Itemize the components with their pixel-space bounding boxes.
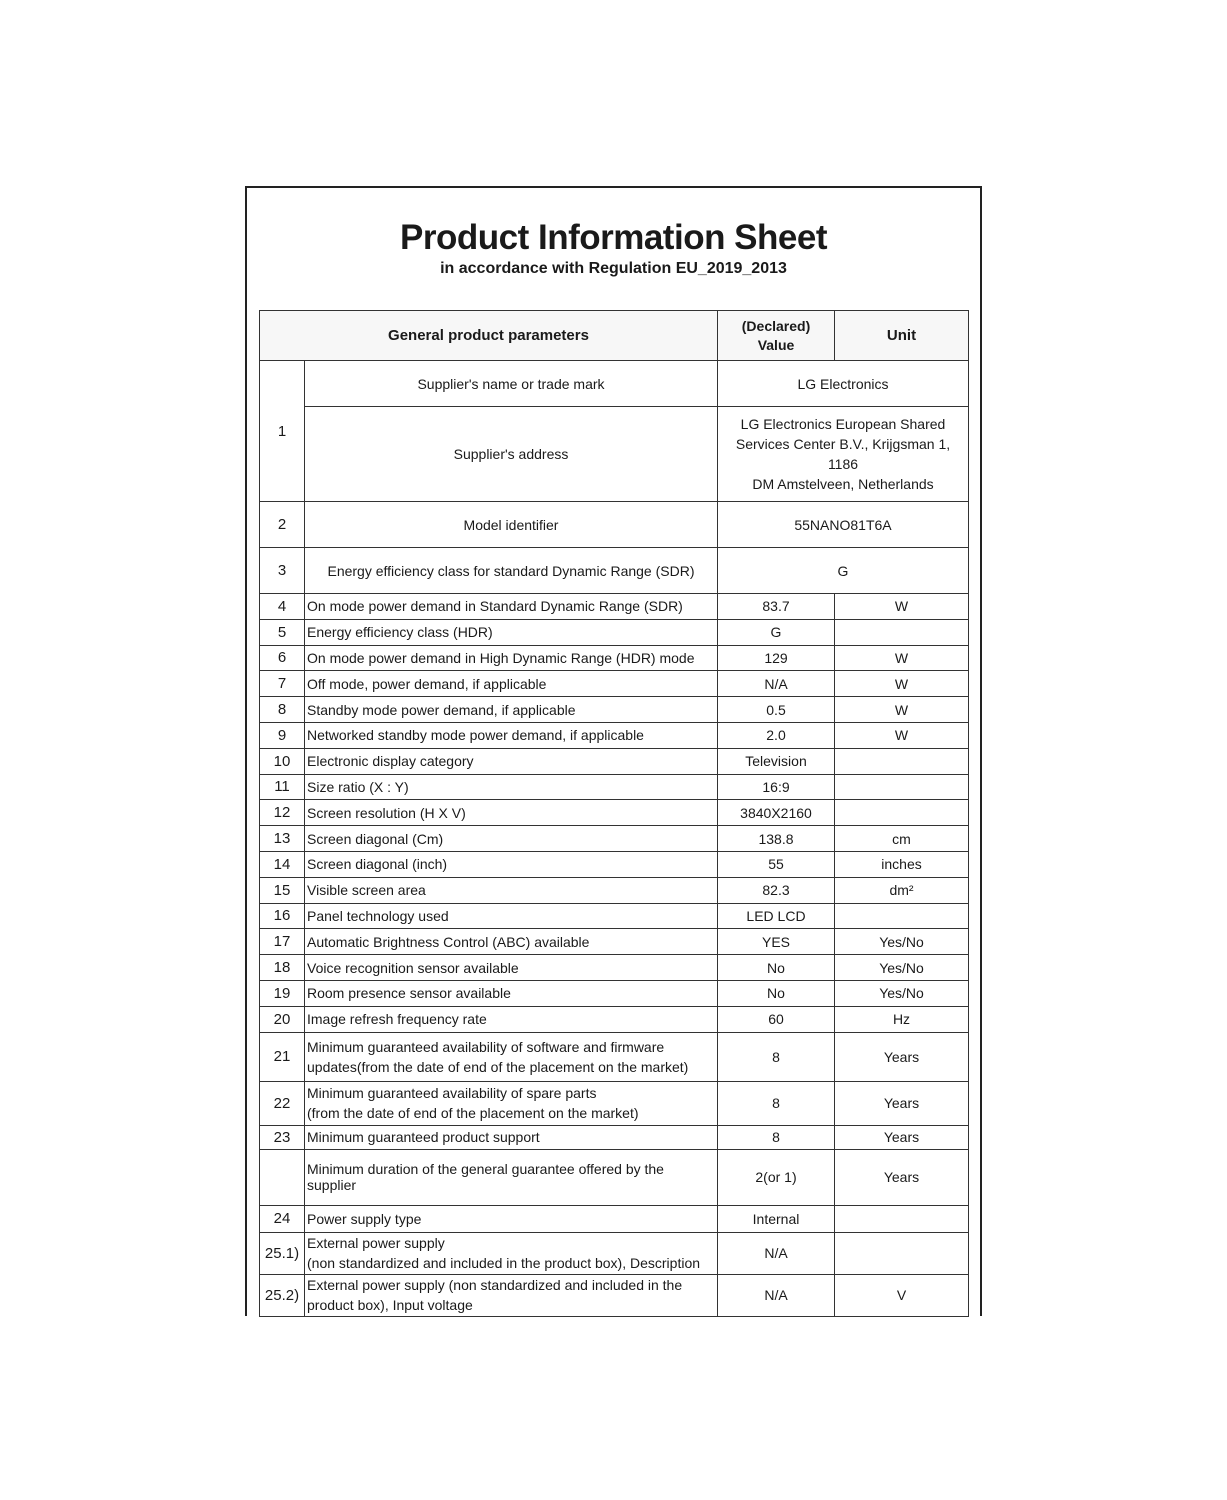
table-row [260, 748, 969, 774]
param-value: G [718, 548, 969, 594]
row-number: 7 [260, 671, 305, 697]
param-label: Energy efficiency class (HDR) [305, 619, 718, 645]
param-unit: dm² [835, 877, 969, 903]
row-number: 3 [260, 548, 305, 594]
table-row [260, 594, 969, 620]
param-label-line: (non standardized and included in the product box), Description [307, 1255, 701, 1272]
param-value: 8 [718, 1081, 835, 1125]
param-label: Power supply type [305, 1205, 718, 1232]
row-number: 22 [260, 1081, 305, 1125]
param-label: Panel technology used [305, 903, 718, 929]
table-row [260, 407, 969, 502]
header-value-line1: (Declared) [741, 317, 811, 334]
row-number: 11 [260, 774, 305, 800]
param-unit [835, 1205, 969, 1232]
row-number: 15 [260, 877, 305, 903]
row-number: 14 [260, 851, 305, 877]
table-row [260, 619, 969, 645]
param-label: Visible screen area [305, 877, 718, 903]
header-parameters: General product parameters [260, 311, 718, 361]
param-label: Automatic Brightness Control (ABC) available [305, 929, 718, 955]
row-number: 21 [260, 1032, 305, 1081]
table-row [260, 1149, 969, 1205]
table-row [260, 645, 969, 671]
param-unit: W [835, 594, 969, 620]
param-label: Image refresh frequency rate [305, 1006, 718, 1032]
param-label-line: product box), Input voltage [307, 1297, 473, 1314]
param-unit [835, 903, 969, 929]
param-value: No [718, 980, 835, 1006]
table-row [260, 877, 969, 903]
param-unit: W [835, 697, 969, 723]
table-row [260, 955, 969, 981]
param-label-line: Minimum guaranteed availability of software and firmware [307, 1038, 665, 1055]
param-unit: inches [835, 851, 969, 877]
param-unit: Years [835, 1081, 969, 1125]
header-value [718, 311, 835, 361]
param-value: 83.7 [718, 594, 835, 620]
param-label-line: External power supply (non standardized and included in the [307, 1277, 683, 1294]
row-number: 12 [260, 800, 305, 826]
param-label: Supplier's name or trade mark [305, 361, 718, 407]
table-row [260, 1125, 969, 1149]
param-label: Room presence sensor available [305, 980, 718, 1006]
param-value: 3840X2160 [718, 800, 835, 826]
param-unit: Yes/No [835, 980, 969, 1006]
param-label-line: External power supply [307, 1235, 445, 1252]
param-label: On mode power demand in Standard Dynamic Range (SDR) [305, 594, 718, 620]
param-value: 55NANO81T6A [718, 502, 969, 548]
parameters-table [259, 310, 969, 1317]
param-value: 8 [718, 1125, 835, 1149]
param-unit: Yes/No [835, 929, 969, 955]
address-line: DM Amstelveen, Netherlands [752, 476, 934, 492]
row-number: 13 [260, 826, 305, 852]
param-unit: Years [835, 1125, 969, 1149]
param-label: Screen resolution (H X V) [305, 800, 718, 826]
param-value [718, 407, 969, 502]
param-value: G [718, 619, 835, 645]
row-number: 1 [260, 361, 305, 502]
param-unit [835, 619, 969, 645]
page-subtitle: in accordance with Regulation EU_2019_2013 [440, 260, 787, 277]
param-unit [835, 800, 969, 826]
param-unit: cm [835, 826, 969, 852]
row-number: 8 [260, 697, 305, 723]
param-label: Networked standby mode power demand, if applicable [305, 722, 718, 748]
param-label: Minimum guaranteed product support [305, 1125, 718, 1149]
row-number: 2 [260, 502, 305, 548]
row-number: 23 [260, 1125, 305, 1149]
address-line: LG Electronics European Shared [740, 416, 946, 432]
param-value: LED LCD [718, 903, 835, 929]
param-value: 2.0 [718, 722, 835, 748]
table-row [260, 502, 969, 548]
param-value: 0.5 [718, 697, 835, 723]
table-row [260, 1205, 969, 1232]
table-row [260, 1081, 969, 1125]
row-number: 4 [260, 594, 305, 620]
param-label [305, 1274, 718, 1316]
row-number: 25.1) [260, 1232, 305, 1274]
param-value: 55 [718, 851, 835, 877]
table-row [260, 1232, 969, 1274]
row-number: 17 [260, 929, 305, 955]
param-label: Supplier's address [305, 407, 718, 502]
param-unit [835, 1232, 969, 1274]
param-label: Off mode, power demand, if applicable [305, 671, 718, 697]
param-value: N/A [718, 671, 835, 697]
param-label: Screen diagonal (inch) [305, 851, 718, 877]
param-unit: V [835, 1274, 969, 1316]
row-number: 10 [260, 748, 305, 774]
param-unit: W [835, 671, 969, 697]
row-number: 16 [260, 903, 305, 929]
param-value: No [718, 955, 835, 981]
table-row [260, 1274, 969, 1316]
row-number: 19 [260, 980, 305, 1006]
table-row [260, 1006, 969, 1032]
param-value: 138.8 [718, 826, 835, 852]
param-value: N/A [718, 1274, 835, 1316]
table-row [260, 697, 969, 723]
param-label: Electronic display category [305, 748, 718, 774]
param-unit: Yes/No [835, 955, 969, 981]
param-unit [835, 774, 969, 800]
row-number: 20 [260, 1006, 305, 1032]
param-label-line: updates(from the date of end of the placement on the market) [307, 1058, 689, 1075]
header-value-line2: Value [757, 336, 795, 353]
param-value: LG Electronics [718, 361, 969, 407]
param-label [305, 1032, 718, 1081]
table-row [260, 903, 969, 929]
param-unit: Years [835, 1032, 969, 1081]
param-label: Screen diagonal (Cm) [305, 826, 718, 852]
row-number: 24 [260, 1205, 305, 1232]
table-row [260, 851, 969, 877]
table-row [260, 722, 969, 748]
param-label: Energy efficiency class for standard Dynamic Range (SDR) [305, 548, 718, 594]
param-label-line: Minimum guaranteed availability of spare parts [307, 1085, 597, 1102]
address-line: Services Center B.V., Krijgsman 1, 1186 [735, 436, 951, 472]
param-value: N/A [718, 1232, 835, 1274]
param-unit: Hz [835, 1006, 969, 1032]
param-value: YES [718, 929, 835, 955]
table-row [260, 826, 969, 852]
param-value: 129 [718, 645, 835, 671]
param-unit [835, 748, 969, 774]
param-unit: W [835, 722, 969, 748]
sheet-frame [245, 186, 982, 1316]
param-value: 16:9 [718, 774, 835, 800]
table-row [260, 548, 969, 594]
row-number: 6 [260, 645, 305, 671]
table-row [260, 1032, 969, 1081]
row-number: 9 [260, 722, 305, 748]
param-label: Voice recognition sensor available [305, 955, 718, 981]
row-number: 25.2) [260, 1274, 305, 1316]
table-row [260, 774, 969, 800]
table-row [260, 361, 969, 407]
param-label [305, 1232, 718, 1274]
row-number [260, 1149, 305, 1205]
param-unit: W [835, 645, 969, 671]
page-title: Product Information Sheet [400, 218, 827, 257]
param-label: Size ratio (X : Y) [305, 774, 718, 800]
param-value: Television [718, 748, 835, 774]
table-row [260, 980, 969, 1006]
table-row [260, 800, 969, 826]
param-value: 60 [718, 1006, 835, 1032]
param-label [305, 1081, 718, 1125]
table-row [260, 929, 969, 955]
param-value: 82.3 [718, 877, 835, 903]
table-header-row [260, 311, 969, 361]
param-label-line: (from the date of end of the placement on the market) [307, 1105, 639, 1122]
param-value: 2(or 1) [718, 1149, 835, 1205]
param-label: Model identifier [305, 502, 718, 548]
row-number: 5 [260, 619, 305, 645]
header-unit: Unit [835, 311, 969, 361]
param-label: Minimum duration of the general guarantee offered by the supplier [305, 1149, 718, 1205]
param-value: 8 [718, 1032, 835, 1081]
param-label: On mode power demand in High Dynamic Range (HDR) mode [305, 645, 718, 671]
param-label: Standby mode power demand, if applicable [305, 697, 718, 723]
param-unit: Years [835, 1149, 969, 1205]
row-number: 18 [260, 955, 305, 981]
param-value: Internal [718, 1205, 835, 1232]
table-row [260, 671, 969, 697]
